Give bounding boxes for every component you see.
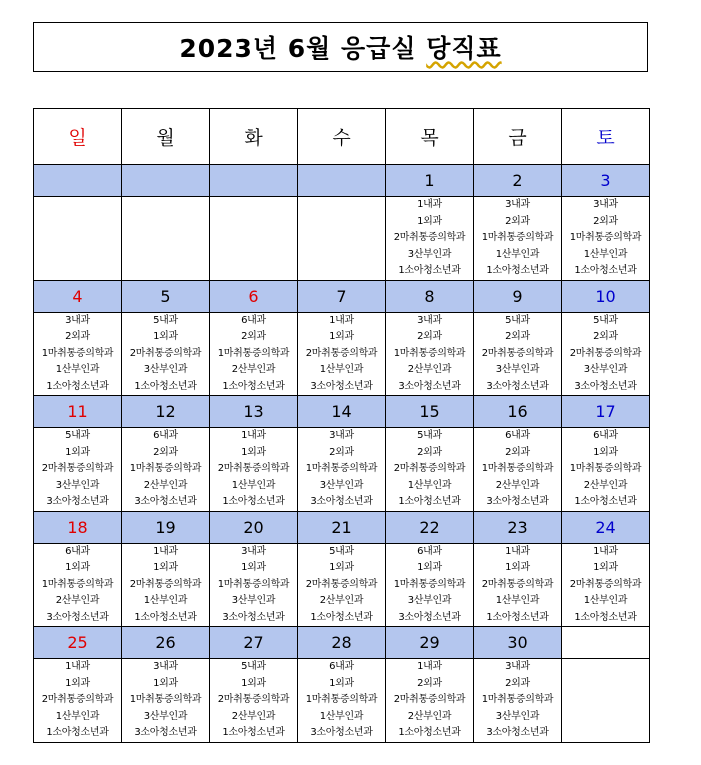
duty-line: 2산부인과 <box>143 479 188 491</box>
duty-cell <box>386 428 474 512</box>
duty-line: 2산부인과 <box>583 479 628 491</box>
date-cell: 26 <box>122 627 210 659</box>
duty-line: 1산부인과 <box>495 248 540 260</box>
duty-line: 1소아청소년과 <box>398 727 461 738</box>
duty-line: 3소아청소년과 <box>486 380 549 392</box>
duty-line: 2산부인과 <box>407 364 452 375</box>
duty-line: 1외과 <box>329 677 354 689</box>
weekday-header-row <box>34 109 650 165</box>
duty-line: 2마취통증의학과 <box>41 694 114 705</box>
duty-line: 1마취통증의학과 <box>305 463 378 474</box>
duty-line: 6내과 <box>241 314 266 326</box>
duty-cell <box>562 659 650 743</box>
duty-line: 1마취통증의학과 <box>481 463 554 474</box>
duty-cell <box>562 543 650 627</box>
date-row <box>34 511 650 543</box>
duty-line: 1소아청소년과 <box>398 265 461 276</box>
duty-line: 2외과 <box>153 446 178 458</box>
duty-line: 1내과 <box>417 199 442 210</box>
duty-line: 1외과 <box>65 677 90 689</box>
duty-line: 3산부인과 <box>231 595 276 606</box>
duty-line: 3소아청소년과 <box>486 496 549 507</box>
duty-line: 1외과 <box>505 562 530 573</box>
duty-cell <box>34 197 122 281</box>
duty-line: 3내과 <box>65 314 90 326</box>
weekday-tue: 화 <box>210 109 298 165</box>
duty-line: 2산부인과 <box>231 364 276 375</box>
date-cell: 7 <box>298 280 386 312</box>
date-cell <box>210 165 298 197</box>
duty-line: 6내과 <box>417 545 442 557</box>
duty-cell <box>122 659 210 743</box>
duty-line: 3소아청소년과 <box>398 380 461 392</box>
date-cell: 13 <box>210 396 298 428</box>
duty-line: 1외과 <box>65 446 90 458</box>
weekday-sat: 토 <box>562 109 650 165</box>
duty-line: 1소아청소년과 <box>486 611 549 623</box>
duty-line: 5내과 <box>329 545 354 557</box>
duty-line: 3산부인과 <box>495 710 540 722</box>
duty-line: 1외과 <box>153 331 178 342</box>
duty-cell <box>34 312 122 396</box>
duty-line: 1마취통증의학과 <box>129 694 202 705</box>
duty-line: 1외과 <box>417 215 442 227</box>
duty-line: 1마취통증의학과 <box>217 347 290 359</box>
duty-cell <box>562 312 650 396</box>
duty-line: 2외과 <box>241 331 266 342</box>
duty-line: 3소아청소년과 <box>46 611 109 623</box>
duty-cell <box>474 543 562 627</box>
duty-cell <box>122 197 210 281</box>
duty-line: 6내과 <box>65 545 90 557</box>
duty-line: 1마취통증의학과 <box>393 347 466 359</box>
duty-cell <box>562 428 650 512</box>
duty-cell <box>386 659 474 743</box>
duty-line: 2마취통증의학과 <box>481 578 554 590</box>
weekday-sun: 일 <box>34 109 122 165</box>
date-cell: 4 <box>34 280 122 312</box>
date-row <box>34 627 650 659</box>
duty-line: 6내과 <box>593 430 618 441</box>
duty-line: 2산부인과 <box>407 710 452 722</box>
duty-cell <box>210 312 298 396</box>
duty-line: 2외과 <box>593 331 618 342</box>
duty-line: 3소아청소년과 <box>134 496 197 507</box>
date-row <box>34 396 650 428</box>
date-cell: 18 <box>34 511 122 543</box>
duty-line: 2마취통증의학과 <box>393 463 466 474</box>
date-cell: 9 <box>474 280 562 312</box>
date-cell: 23 <box>474 511 562 543</box>
duty-line: 2마취통증의학과 <box>569 578 642 590</box>
date-cell <box>122 165 210 197</box>
duty-row <box>34 197 650 281</box>
duty-cell <box>210 543 298 627</box>
duty-line: 2산부인과 <box>319 595 364 606</box>
duty-line: 5내과 <box>505 314 530 326</box>
date-cell: 22 <box>386 511 474 543</box>
duty-row <box>34 659 650 743</box>
duty-cell <box>34 543 122 627</box>
title-main: 2023년 6월 응급실 <box>179 34 427 63</box>
duty-cell <box>210 428 298 512</box>
duty-cell <box>386 197 474 281</box>
duty-cell <box>34 659 122 743</box>
duty-line: 1외과 <box>241 677 266 689</box>
date-cell: 30 <box>474 627 562 659</box>
duty-cell <box>298 428 386 512</box>
duty-line: 1소아청소년과 <box>574 611 637 623</box>
duty-line: 1산부인과 <box>319 710 364 722</box>
duty-line: 2산부인과 <box>55 595 100 606</box>
duty-line: 1내과 <box>329 314 354 326</box>
duty-line: 6내과 <box>505 430 530 441</box>
duty-line: 1내과 <box>153 545 178 557</box>
duty-line: 1소아청소년과 <box>46 380 109 392</box>
duty-line: 3산부인과 <box>143 710 188 722</box>
duty-line: 3소아청소년과 <box>46 496 109 507</box>
date-cell: 25 <box>34 627 122 659</box>
duty-line: 3소아청소년과 <box>222 611 285 623</box>
duty-cell <box>474 197 562 281</box>
date-cell: 11 <box>34 396 122 428</box>
duty-line: 3소아청소년과 <box>398 611 461 623</box>
duty-row <box>34 428 650 512</box>
duty-cell <box>474 428 562 512</box>
duty-cell <box>562 197 650 281</box>
duty-cell <box>298 659 386 743</box>
duty-line: 3내과 <box>417 314 442 326</box>
duty-line: 1소아청소년과 <box>574 265 637 276</box>
duty-line: 2마취통증의학과 <box>481 347 554 359</box>
duty-cell <box>210 659 298 743</box>
duty-line: 2마취통증의학과 <box>569 347 642 359</box>
date-cell: 27 <box>210 627 298 659</box>
duty-line: 3소아청소년과 <box>310 727 373 738</box>
duty-line: 3소아청소년과 <box>134 727 197 738</box>
duty-line: 1마취통증의학과 <box>569 463 642 474</box>
date-row <box>34 280 650 312</box>
duty-line: 5내과 <box>417 430 442 441</box>
duty-line: 5내과 <box>153 314 178 326</box>
duty-line: 1소아청소년과 <box>134 380 197 392</box>
duty-line: 1마취통증의학과 <box>481 232 554 243</box>
duty-line: 2외과 <box>65 331 90 342</box>
title-squiggle: 당직표 <box>426 34 502 63</box>
duty-cell <box>474 659 562 743</box>
duty-line: 1마취통증의학과 <box>305 694 378 705</box>
duty-line: 2산부인과 <box>495 479 540 491</box>
page-title <box>179 29 501 65</box>
duty-line: 3내과 <box>505 661 530 672</box>
date-cell: 2 <box>474 165 562 197</box>
date-cell <box>34 165 122 197</box>
duty-line: 3소아청소년과 <box>310 380 373 392</box>
date-cell: 21 <box>298 511 386 543</box>
duty-line: 3소아청소년과 <box>574 380 637 392</box>
duty-line: 1소아청소년과 <box>222 727 285 738</box>
date-cell: 28 <box>298 627 386 659</box>
duty-cell <box>386 312 474 396</box>
date-cell: 6 <box>210 280 298 312</box>
date-cell: 8 <box>386 280 474 312</box>
duty-line: 2외과 <box>329 446 354 458</box>
duty-line: 3내과 <box>153 661 178 672</box>
duty-line: 1외과 <box>65 562 90 573</box>
date-cell: 15 <box>386 396 474 428</box>
duty-line: 1소아청소년과 <box>486 265 549 276</box>
date-row <box>34 165 650 197</box>
date-cell <box>298 165 386 197</box>
duty-line: 1소아청소년과 <box>46 727 109 738</box>
duty-line: 1마취통증의학과 <box>41 578 114 590</box>
duty-line: 2외과 <box>505 331 530 342</box>
duty-line: 1소아청소년과 <box>310 611 373 623</box>
weekday-thu: 목 <box>386 109 474 165</box>
duty-line: 2외과 <box>417 446 442 458</box>
duty-line: 2외과 <box>417 677 442 689</box>
duty-cell <box>122 312 210 396</box>
duty-calendar <box>33 108 650 743</box>
duty-line: 1산부인과 <box>55 710 100 722</box>
duty-line: 1내과 <box>417 661 442 672</box>
date-cell: 5 <box>122 280 210 312</box>
duty-line: 3산부인과 <box>55 479 100 491</box>
duty-line: 1외과 <box>329 331 354 342</box>
date-cell <box>562 627 650 659</box>
duty-line: 2마취통증의학과 <box>129 578 202 590</box>
date-cell: 12 <box>122 396 210 428</box>
duty-line: 1산부인과 <box>319 364 364 375</box>
duty-line: 2마취통증의학과 <box>305 347 378 359</box>
duty-line: 1마취통증의학과 <box>217 578 290 590</box>
duty-line: 3산부인과 <box>495 364 540 375</box>
date-cell: 29 <box>386 627 474 659</box>
duty-line: 2외과 <box>505 215 530 227</box>
duty-line: 2마취통증의학과 <box>41 463 114 474</box>
duty-line: 1외과 <box>593 446 618 458</box>
weekday-mon: 월 <box>122 109 210 165</box>
duty-line: 2마취통증의학과 <box>393 694 466 705</box>
duty-line: 3산부인과 <box>407 595 452 606</box>
duty-line: 1외과 <box>417 562 442 573</box>
duty-line: 1소아청소년과 <box>222 496 285 507</box>
duty-line: 3산부인과 <box>583 364 628 375</box>
duty-cell <box>298 543 386 627</box>
duty-cell <box>34 428 122 512</box>
duty-line: 3산부인과 <box>319 479 364 491</box>
duty-line: 2산부인과 <box>231 710 276 722</box>
duty-line: 1소아청소년과 <box>134 611 197 623</box>
duty-line: 6내과 <box>329 661 354 672</box>
duty-cell <box>122 543 210 627</box>
weekday-fri: 금 <box>474 109 562 165</box>
duty-line: 1산부인과 <box>583 248 628 260</box>
duty-row <box>34 543 650 627</box>
duty-line: 3내과 <box>505 199 530 210</box>
duty-cell <box>122 428 210 512</box>
duty-line: 6내과 <box>153 430 178 441</box>
duty-line: 2마취통증의학과 <box>217 463 290 474</box>
duty-line: 3내과 <box>593 199 618 210</box>
date-cell: 19 <box>122 511 210 543</box>
duty-line: 5내과 <box>593 314 618 326</box>
duty-line: 3소아청소년과 <box>486 727 549 738</box>
duty-line: 1외과 <box>329 562 354 573</box>
duty-line: 2외과 <box>593 215 618 227</box>
duty-line: 1마취통증의학과 <box>41 347 114 359</box>
duty-line: 1산부인과 <box>143 595 188 606</box>
duty-line: 1산부인과 <box>55 364 100 375</box>
date-cell: 14 <box>298 396 386 428</box>
duty-line: 1마취통증의학과 <box>129 463 202 474</box>
duty-line: 2마취통증의학과 <box>393 232 466 243</box>
duty-line: 3내과 <box>241 545 266 557</box>
duty-row <box>34 312 650 396</box>
duty-line: 2마취통증의학과 <box>217 694 290 705</box>
duty-line: 1산부인과 <box>407 479 452 491</box>
date-cell: 16 <box>474 396 562 428</box>
duty-line: 3산부인과 <box>407 248 452 260</box>
duty-line: 3내과 <box>329 430 354 441</box>
duty-line: 1내과 <box>505 545 530 557</box>
duty-line: 1외과 <box>153 677 178 689</box>
date-cell: 20 <box>210 511 298 543</box>
date-cell: 10 <box>562 280 650 312</box>
duty-line: 1외과 <box>153 562 178 573</box>
duty-cell <box>386 543 474 627</box>
title-box <box>33 22 648 72</box>
duty-line: 3소아청소년과 <box>310 496 373 507</box>
duty-line: 1외과 <box>241 446 266 458</box>
date-cell: 1 <box>386 165 474 197</box>
duty-line: 1마취통증의학과 <box>569 232 642 243</box>
duty-line: 5내과 <box>241 661 266 672</box>
duty-line: 1내과 <box>593 545 618 557</box>
duty-line: 1마취통증의학과 <box>481 694 554 705</box>
duty-line: 2외과 <box>417 331 442 342</box>
duty-line: 1내과 <box>65 661 90 672</box>
duty-line: 1산부인과 <box>495 595 540 606</box>
duty-line: 1외과 <box>241 562 266 573</box>
duty-line: 1소아청소년과 <box>398 496 461 507</box>
date-cell: 17 <box>562 396 650 428</box>
duty-cell <box>474 312 562 396</box>
duty-line: 1내과 <box>241 430 266 441</box>
duty-line: 1산부인과 <box>583 595 628 606</box>
date-cell: 3 <box>562 165 650 197</box>
duty-cell <box>210 197 298 281</box>
date-cell: 24 <box>562 511 650 543</box>
duty-line: 2외과 <box>505 446 530 458</box>
duty-line: 1소아청소년과 <box>574 496 637 507</box>
duty-line: 1소아청소년과 <box>222 380 285 392</box>
duty-line: 1산부인과 <box>231 479 276 491</box>
duty-line: 2외과 <box>505 677 530 689</box>
duty-cell <box>298 197 386 281</box>
duty-line: 2마취통증의학과 <box>305 578 378 590</box>
duty-line: 3산부인과 <box>143 364 188 375</box>
weekday-wed: 수 <box>298 109 386 165</box>
duty-line: 2마취통증의학과 <box>129 347 202 359</box>
duty-line: 5내과 <box>65 430 90 441</box>
duty-line: 1외과 <box>593 562 618 573</box>
duty-line: 1마취통증의학과 <box>393 578 466 590</box>
duty-cell <box>298 312 386 396</box>
